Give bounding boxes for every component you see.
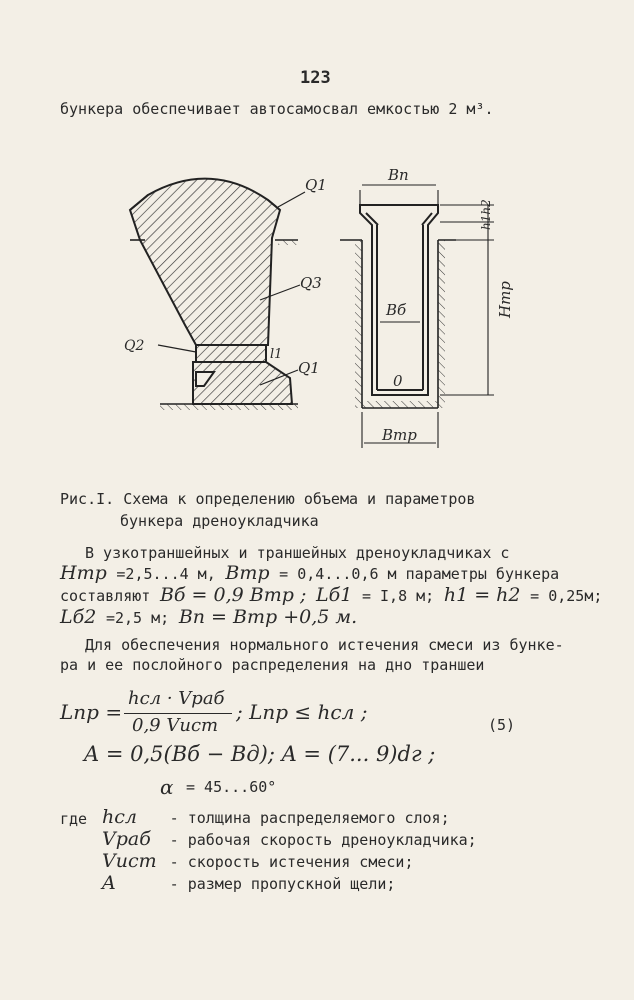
intro-line: бункера обеспечивает автосамосвал емкостью 2 м³.	[60, 100, 494, 118]
label-l1: l1	[270, 347, 283, 362]
eq-fraction-bar	[124, 713, 232, 714]
q1-bottom-block	[193, 362, 292, 404]
bunker-figure	[0, 0, 634, 480]
label-btr: Bтр	[382, 426, 417, 444]
para1-line4	[60, 606, 357, 628]
text-btr-range: = 0,4...0,6 м параметры бункера	[279, 565, 560, 583]
legend-item	[102, 850, 413, 872]
para1-line3	[60, 584, 602, 606]
bunker-cross-section-left	[130, 179, 292, 404]
legend-text: - толщина распределяемого слоя;	[169, 809, 450, 827]
eq-lhs: Lпр =	[60, 700, 123, 724]
eq-numerator: hсл · Vраб	[128, 688, 225, 709]
figure-caption-line2: бункера дреноукладчика	[120, 512, 319, 530]
label-q2: Q2	[124, 338, 145, 354]
eq-number: (5)	[488, 716, 516, 734]
legend-item	[102, 806, 450, 828]
label-q1-top: Q1	[305, 176, 327, 194]
eq-alpha-symbol: α	[160, 775, 174, 799]
legend-symbol: Vист	[102, 850, 157, 872]
text-lb2-value: =2,5 м;	[105, 609, 170, 627]
formula-bb: Bб = 0,9 Bтр ;	[159, 584, 307, 606]
eq-a-formulas: A = 0,5(Bб − Bд); A = (7... 9)dг ;	[84, 742, 436, 766]
label-h1h2: h1h2	[479, 199, 493, 230]
formula-h1h2: h1 = h2	[443, 584, 521, 606]
text-h-value: = 0,25м;	[530, 587, 603, 605]
legend-text: - скорость истечения смеси;	[169, 853, 414, 871]
page-number: 123	[300, 68, 331, 88]
para2-line2: ра и ее послойного распределения на дно траншеи	[60, 656, 485, 674]
label-q1-bottom: Q1	[298, 359, 320, 377]
para1-line2	[60, 562, 559, 584]
legend-where: где	[60, 810, 88, 828]
label-htr: Hтр	[496, 281, 514, 318]
trench-bunker-right	[360, 205, 438, 395]
para1-line1: В узкотраншейных и траншейных дреноукладчиках с	[85, 544, 510, 562]
text-htr-range: =2,5...4 м,	[116, 565, 216, 583]
legend-text: - размер пропускной щели;	[169, 875, 396, 893]
legend-text: - рабочая скорость дреноукладчика;	[169, 831, 477, 849]
q2-layer	[196, 345, 266, 362]
var-btr: Bтр	[225, 562, 270, 584]
eq-alpha-value: = 45...60°	[186, 778, 277, 796]
legend-symbol: hсл	[102, 806, 137, 828]
text-lb1-value: = I,8 м;	[361, 587, 435, 605]
legend-symbol: A	[102, 872, 116, 894]
label-zero: 0	[393, 372, 403, 390]
legend-item	[102, 828, 477, 850]
formula-bp: Bп = Bтр +0,5 м.	[178, 606, 358, 628]
figure-caption-line1: Рис.I. Схема к определению объема и параметров	[60, 490, 476, 508]
label-q3: Q3	[300, 274, 322, 292]
label-bb: Bб	[386, 301, 407, 319]
var-htr: Hтр	[60, 562, 107, 584]
formula-lb2: Lб2	[60, 606, 97, 628]
legend-item	[102, 872, 395, 894]
formula-lb1: Lб1	[316, 584, 353, 606]
legend-symbol: Vраб	[102, 828, 151, 850]
text-sostavlyayut: составляют	[60, 587, 151, 605]
para2-line1: Для обеспечения нормального истечения смеси из бунке-	[85, 636, 564, 654]
label-bp: Bп	[388, 166, 409, 184]
eq-inequality: ; Lпр ≤ hсл ;	[236, 700, 368, 724]
eq-denominator: 0,9 Vист	[132, 715, 219, 736]
